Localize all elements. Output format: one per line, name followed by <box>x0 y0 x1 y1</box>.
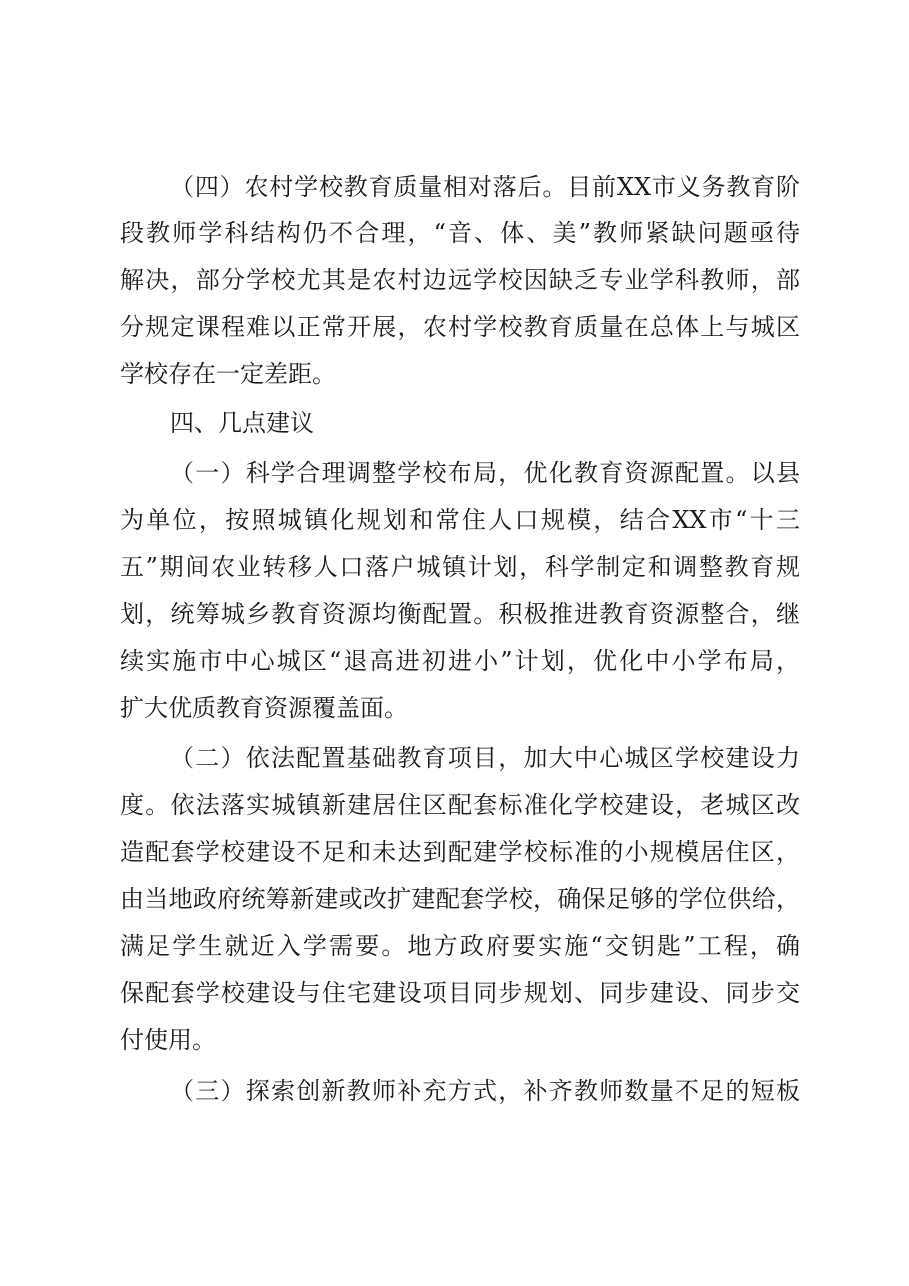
paragraph-line: （一）科学合理调整学校布局，优化教育资源配置。以县 <box>170 459 800 487</box>
paragraph-line: （四）农村学校教育质量相对落后。目前XX市义务教育阶 <box>170 173 800 201</box>
paragraph-line: 付使用。 <box>120 1026 216 1054</box>
paragraph-line: 分规定课程难以正常开展，农村学校教育质量在总体上与城区 <box>120 313 800 341</box>
paragraph-line: 保配套学校建设与住宅建设项目同步规划、同步建设、同步交 <box>120 979 800 1007</box>
paragraph-line: （三）探索创新教师补充方式，补齐教师数量不足的短板 <box>170 1077 800 1105</box>
paragraph-line: 五”期间农业转移人口落户城镇计划，科学制定和调整教育规 <box>120 553 800 581</box>
paragraph-line: 续实施市中心城区“退高进初进小”计划，优化中小学布局， <box>120 647 800 675</box>
paragraph-line: 由当地政府统筹新建或改扩建配套学校，确保足够的学位供给， <box>120 885 800 913</box>
paragraph-line: 造配套学校建设不足和未达到配建学校标准的小规模居住区， <box>120 838 800 866</box>
paragraph-line: 学校存在一定差距。 <box>120 360 336 388</box>
paragraph-line: 为单位，按照城镇化规划和常住人口规模，结合XX市“十三 <box>120 506 800 534</box>
paragraph-line: 度。依法落实城镇新建居住区配套标准化学校建设，老城区改 <box>120 791 800 819</box>
paragraph-line: 划，统筹城乡教育资源均衡配置。积极推进教育资源整合，继 <box>120 600 800 628</box>
paragraph-line: 满足学生就近入学需要。地方政府要实施“交钥匙”工程，确 <box>120 932 800 960</box>
paragraph-line: （二）依法配置基础教育项目，加大中心城区学校建设力 <box>170 744 800 772</box>
paragraph-line: 扩大优质教育资源覆盖面。 <box>120 694 408 722</box>
paragraph-line: 段教师学科结构仍不合理，“音、体、美”教师紧缺问题亟待 <box>120 219 800 247</box>
paragraph-line: 解决，部分学校尤其是农村边远学校因缺乏专业学科教师，部 <box>120 266 800 294</box>
section-heading: 四、几点建议 <box>170 409 314 437</box>
